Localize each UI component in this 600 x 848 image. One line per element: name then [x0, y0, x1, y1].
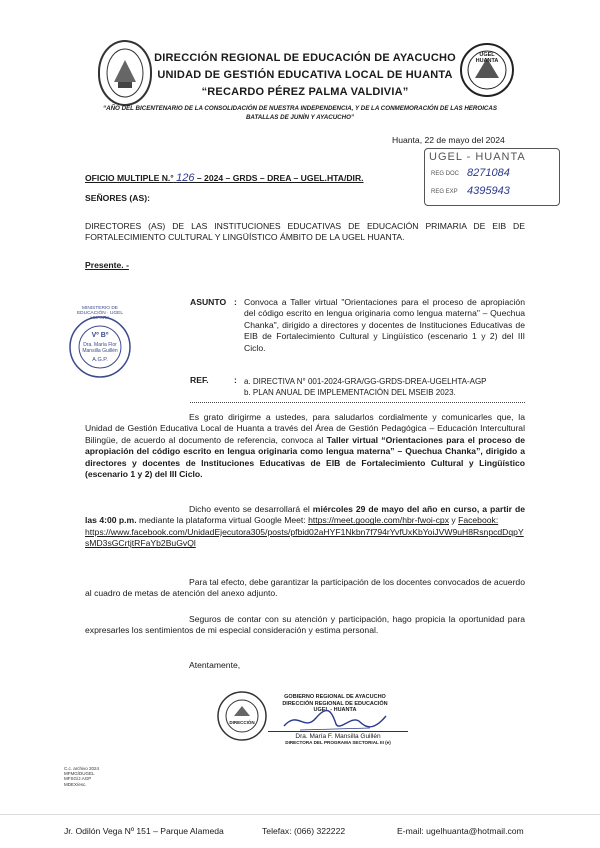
- footer-rule: [0, 814, 600, 815]
- senores-label: SEÑORES (AS):: [85, 193, 150, 203]
- stamp-exp-value: 4395943: [467, 185, 510, 197]
- p2-b: miércoles 29 de mayo del año en curso, a partir de las 4:00 p.m.: [85, 504, 525, 526]
- stamp-exp-label: REG EXP: [431, 189, 458, 195]
- direccion-seal: [216, 690, 268, 742]
- header-line-2: UNIDAD DE GESTIÓN EDUCATIVA LOCAL DE HUANTA: [157, 69, 453, 81]
- body-paragraph-1: [85, 412, 525, 480]
- oficio-number-line: [85, 173, 364, 184]
- header-line-3: “RECARDO PÉREZ PALMA VALDIVIA”: [201, 86, 409, 98]
- ref-a: a. DIRECTIVA N° 001-2024-GRA/GG-GRDS-DREA-UGELHTA-AGP: [244, 377, 487, 386]
- motto-line-2: BATALLAS DE JUNÍN Y AYACUCHO”: [245, 114, 355, 121]
- asunto-label: ASUNTO: [190, 297, 227, 307]
- signature-org-1: GOBIERNO REGIONAL DE AYACUCHO: [284, 694, 386, 700]
- facebook-link[interactable]: https://www.facebook.com/UnidadEjecutora305/posts/pfbid02aHYF1Nkbn7f794rYvfUxKbYoiJVW9uH8RsnpcdDqpYsMD3sGCrtjtRFaYb2BuGvQl: [85, 526, 524, 549]
- header-line-1: DIRECCIÓN REGIONAL DE EDUCACIÓN DE AYACUCHO: [154, 52, 456, 64]
- ugel-huanta-logo: [458, 42, 516, 98]
- signature-title: DIRECTORA DEL PROGRAMA SECTORIAL III (e): [285, 740, 391, 745]
- closing: Atentamente,: [189, 660, 241, 670]
- stamp-title: UGEL - HUANTA: [429, 151, 526, 163]
- logo-right-text: UGEL HUANTA: [475, 52, 499, 64]
- vb-mark: Vº Bº: [91, 332, 109, 339]
- addressee: DIRECTORES (AS) DE LAS INSTITUCIONES EDUCATIVAS DE EDUCACIÓN PRIMARIA DE EIB DE FORTALECIMIENTO CULTURAL Y LINGÜÍSTICO ÁMBITO DE LA UGEL HUANTA.: [85, 221, 525, 243]
- vb-agp: A.G.P.: [92, 357, 108, 363]
- archive-line: MFSG/J.AGP: [64, 776, 92, 782]
- vb-name-2: Mansilla Guillén: [82, 348, 118, 354]
- asunto-text: Convoca a Taller virtual "Orientaciones para el proceso de apropiación del código escrito en lengua originaria como lengua materna" – Quechua Chanka", dirigido a directores y docentes de Instituciones Educativas de EIB de Fortalecimiento Cultural y Lingüístico (escenario 1 y 2) del III Ciclo.: [244, 297, 525, 353]
- stamp-doc-label: REG DOC: [431, 171, 460, 177]
- ref-colon: :: [234, 375, 237, 385]
- oficio-prefix: OFICIO MULTIPLE N.°: [85, 173, 174, 183]
- archive-line: MDEX/esc.: [64, 781, 87, 787]
- footer-email: E-mail: ugelhuanta@hotmail.com: [397, 826, 524, 836]
- body-paragraph-3: Para tal efecto, debe garantizar la participación de los docentes convocados de acuerdo al cuadro de metas de atención del anexo adjunto.: [85, 577, 525, 599]
- signature-org-3: UGEL - HUANTA: [313, 707, 357, 713]
- ref-b: b. PLAN ANUAL DE IMPLEMENTACIÓN DEL MSEIB 2023.: [244, 388, 456, 397]
- oficio-number: 126: [176, 172, 195, 184]
- archive-notes: [64, 766, 99, 787]
- signature-name: Dra. María F. Mansilla Guillén: [268, 731, 408, 740]
- signature-org-2: DIRECCIÓN REGIONAL DE EDUCACIÓN: [282, 700, 388, 707]
- p1-plain: Es grato dirigirme a ustedes, para saludarlos cordialmente y comunicarles que, la Unidad de Gestión Educativa Local de Huanta a través del Área de Gestión Pedagógica – Educación Intercultural Bilingüe, de acuerdo al documento de referencia, convoca al: [85, 412, 525, 445]
- stamp-doc-value: 8271084: [467, 167, 510, 179]
- vb-stamp: [68, 306, 132, 379]
- p1-bold: Taller virtual “Orientaciones para el proceso de apropiación del código escrito en lengua originaria como lengua materna” – Quechua Chanka”, dirigido a directores y docentes de Instituciones Educativas de EIB de Fortalecimiento Cultural y Lingüístico (escenario 1 y 2) del III Ciclo.: [85, 434, 525, 480]
- presente-label: Presente. -: [85, 260, 129, 270]
- archive-line: MFMG/DUGEL: [64, 771, 95, 777]
- facebook-label: Facebook:: [458, 515, 499, 526]
- oficio-suffix: – 2024 – GRDS – DREA – UGEL.HTA/DIR.: [194, 173, 364, 183]
- vb-ring-text: MINISTERIO DE EDUCACIÓN · UGEL HUANTA: [76, 306, 124, 321]
- footer-address: Jr. Odilón Vega Nº 151 – Parque Alameda: [64, 826, 224, 836]
- drea-logo: [98, 40, 152, 106]
- asunto-colon: :: [234, 297, 237, 307]
- motto-line-1: “AÑO DEL BICENTENARIO DE LA CONSOLIDACIÓN DE NUESTRA INDEPENDENCIA, Y DE LA CONMEMORACIÓN DE LAS HEROICAS: [103, 105, 497, 112]
- footer-phone: Telefax: (066) 322222: [262, 826, 346, 836]
- meet-link[interactable]: https://meet.google.com/hbr-fwoi-cpx: [308, 515, 449, 526]
- p2-c: mediante la plataforma virtual Google Meet:: [136, 515, 309, 526]
- ref-divider: [190, 402, 525, 403]
- p2-d: y: [449, 515, 459, 526]
- p2-a: Dicho evento se desarrollará el: [189, 504, 313, 514]
- archive-line: C.c. archivo 2024: [64, 766, 100, 771]
- body-paragraph-2: [85, 504, 525, 550]
- date-line: Huanta, 22 de mayo del 2024: [392, 135, 505, 145]
- body-paragraph-4: Seguros de contar con su atención y participación, hago propicia la oportunidad para expresarles los sentimientos de mi especial consideración y estima personal.: [85, 614, 525, 636]
- seal-text: DIRECCIÓN: [229, 720, 255, 725]
- ref-label: REF.: [190, 375, 209, 385]
- reception-stamp: [424, 148, 560, 206]
- vb-name-1: Dra. María Flor: [83, 342, 117, 348]
